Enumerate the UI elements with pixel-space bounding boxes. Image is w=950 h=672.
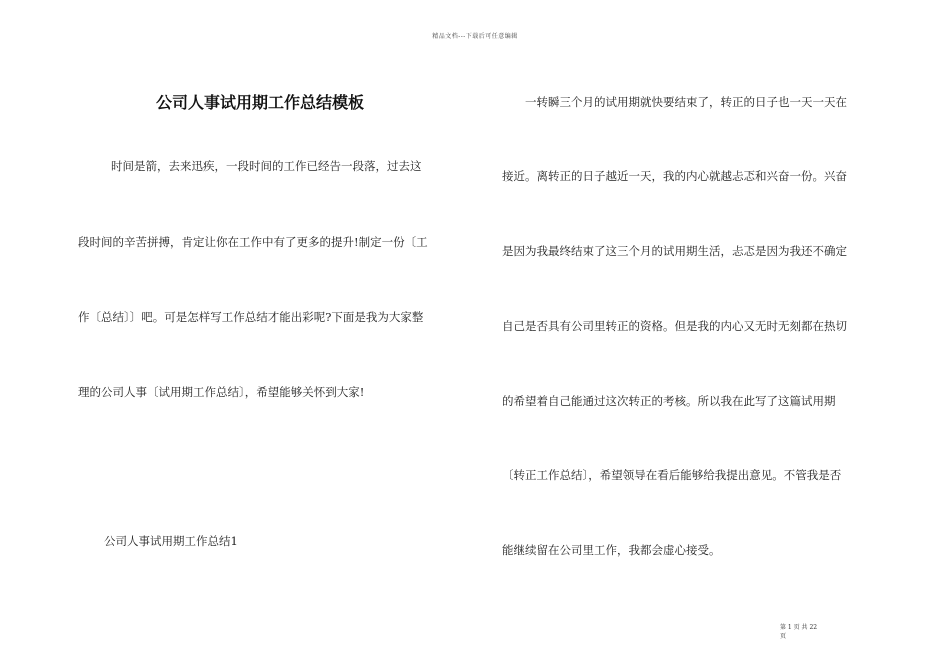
header-note: 精品文档---下载后可任意编辑 [432,33,518,40]
paragraph-line: 能继续留在公司里工作，我都会虚心接受。 [502,543,721,557]
paragraph-line: 作〔总结〕〕吧。可是怎样写工作总结才能出彩呢?下面是我为大家整 [78,310,424,324]
document-title: 公司人事试用期工作总结模板 [155,93,364,112]
section-heading: 公司人事试用期工作总结1 [104,534,238,548]
paragraph-line: 理的公司人事〔试用期工作总结〕，希望能够关怀到大家! [78,385,365,399]
paragraph-line: 段时间的辛苦拼搏，肯定让你在工作中有了更多的提升!制定一份〔工 [78,235,428,249]
paragraph-line: 是因为我最终结束了这三个月的试用期生活，忐忑是因为我还不确定 [502,244,847,258]
paragraph-line: 的希望着自己能通过这次转正的考核。所以我在此写了这篇试用期 [502,394,836,408]
paragraph-line: 时间是箭，去来迅疾，一段时间的工作已经告一段落，过去这 [111,159,422,173]
paragraph-line: 接近。离转正的日子越近一天，我的内心就越忐忑和兴奋一份。兴奋 [502,169,847,183]
paragraph-line: 自己是否具有公司里转正的资格。但是我的内心又无时无刻都在热切 [502,319,847,333]
page-number-line: 第 1 页 共 22 [780,624,818,631]
page-number [780,623,840,641]
paragraph-line: 一转瞬三个月的试用期就快要结束了，转正的日子也一天一天在 [525,95,847,109]
page-number-line: 页 [780,633,787,640]
paragraph-line: 〔转正工作总结〕，希望领导在看后能够给我提出意见。不管我是否 [502,468,842,482]
